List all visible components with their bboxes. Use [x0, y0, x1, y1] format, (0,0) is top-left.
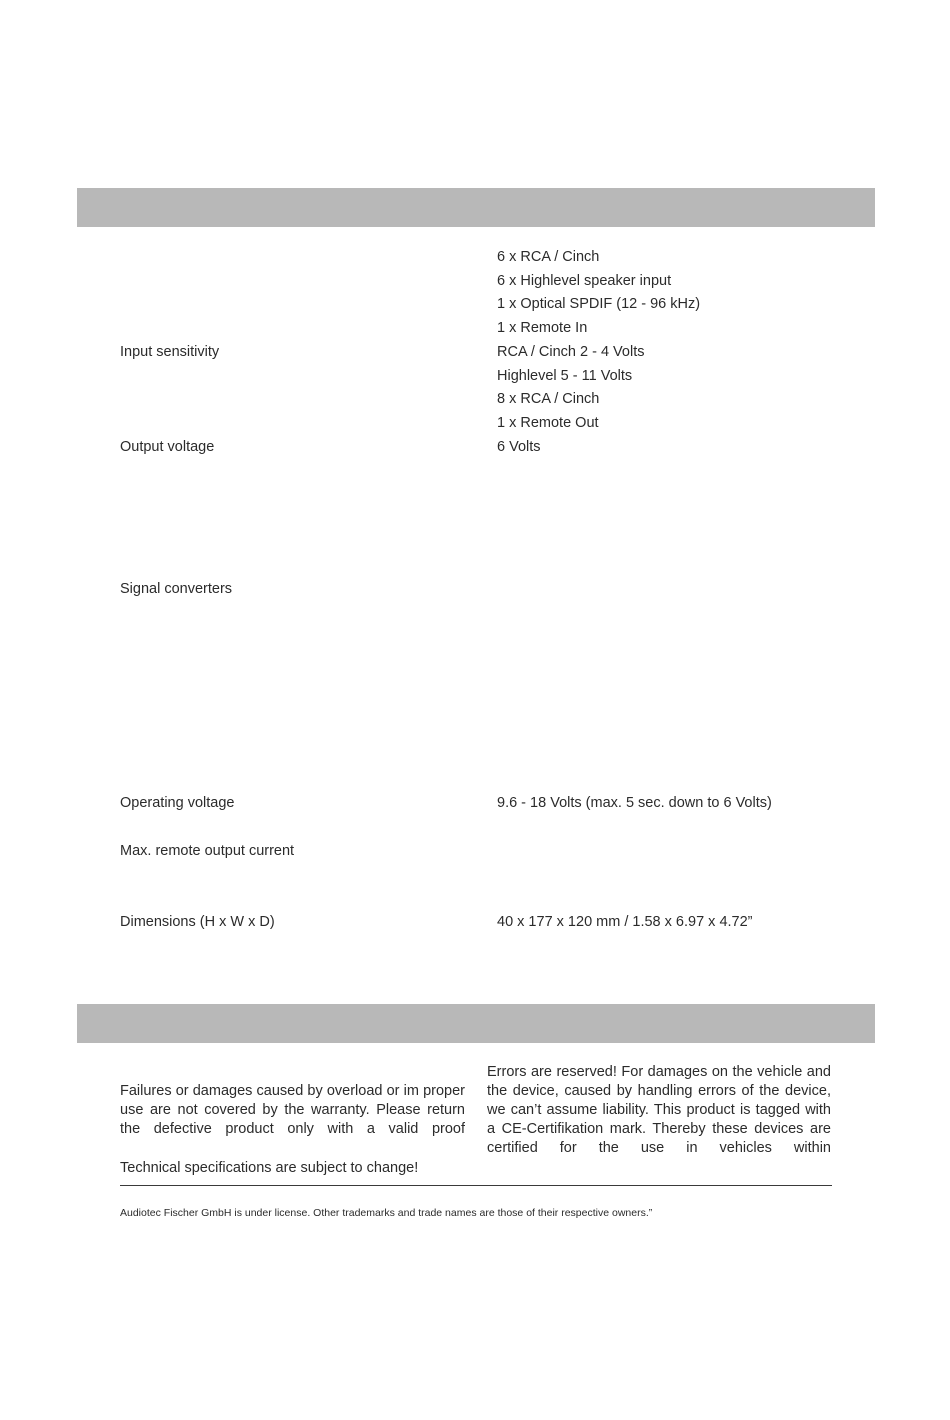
operating-voltage-value: 9.6 - 18 Volts (max. 5 sec. down to 6 Volts): [497, 795, 772, 811]
input-value-remote-in: 1 x Remote In: [497, 320, 588, 336]
input-sensitivity-highlevel: Highlevel 5 - 11 Volts: [497, 368, 633, 384]
operating-voltage-label: Operating voltage: [120, 795, 235, 811]
warranty-right-paragraph: Errors are reserved! For damages on the vehicle and the device, caused by handling errors of the device, we can’t assume liability. This product is tagged with a CE-Certifikation mark. Thereby these devices are certified for the use in vehicles within: [487, 1064, 831, 1156]
warranty-left-paragraph: Failures or damages caused by overload or im proper use are not covered by the warranty. Please return the defective product only with a valid proof: [120, 1083, 465, 1137]
output-value-remote-out: 1 x Remote Out: [497, 415, 599, 431]
dimensions-value: 40 x 177 x 120 mm / 1.58 x 6.97 x 4.72”: [497, 914, 753, 930]
input-sensitivity-rca: RCA / Cinch 2 - 4 Volts: [497, 344, 645, 360]
max-remote-output-current-label: Max. remote output current: [120, 843, 295, 859]
output-value-rca: 8 x RCA / Cinch: [497, 391, 600, 407]
dimensions-label: Dimensions (H x W x D): [120, 914, 275, 930]
tech-specs-note: Technical specifications are subject to change!: [120, 1160, 419, 1176]
signal-converters-label: Signal converters: [120, 581, 233, 597]
input-value-rca: 6 x RCA / Cinch: [497, 249, 600, 265]
technical-data-header-band: [77, 188, 875, 227]
output-voltage-label: Output voltage: [120, 439, 215, 455]
input-value-optical: 1 x Optical SPDIF (12 - 96 kHz): [497, 296, 701, 312]
output-voltage-value: 6 Volts: [497, 439, 541, 455]
input-value-highlevel: 6 x Highlevel speaker input: [497, 273, 672, 289]
trademark-footnote: Audiotec Fischer GmbH is under license. Other trademarks and trade names are those of their respective owners.”: [120, 1207, 653, 1219]
warranty-header-band: [77, 1004, 875, 1043]
footer-divider: [120, 1185, 832, 1186]
input-sensitivity-label: Input sensitivity: [120, 344, 220, 360]
